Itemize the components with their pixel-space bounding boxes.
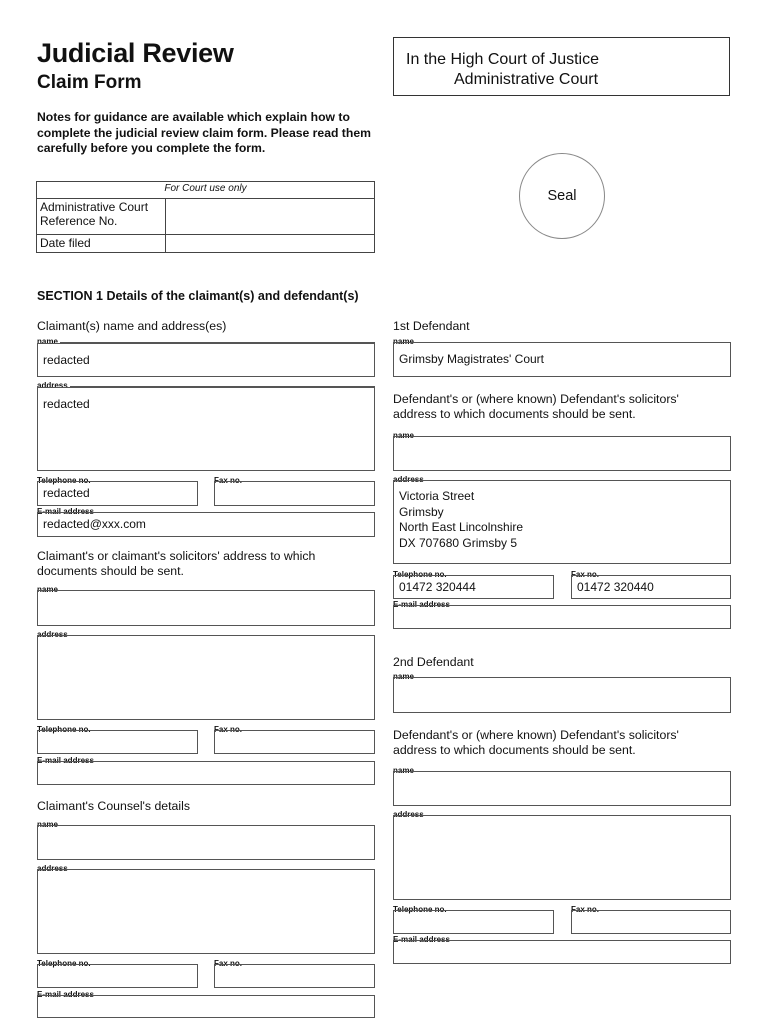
defendant-2-name-caption: name (393, 672, 414, 681)
defendant-2-solicitor-name-field[interactable] (393, 771, 731, 806)
guidance-notes: Notes for guidance are available which explain how to complete the judicial review claim form. Please read them carefully before you complete the form. (37, 110, 371, 155)
defendant-2-solicitor-label: Defendant's or (where known) Defendant's solicitors' address to which documents should be sent. (393, 728, 679, 757)
reference-field[interactable] (166, 199, 375, 235)
defendant-1-name-value: Grimsby Magistrates' Court (399, 352, 544, 366)
defendant-1-telephone-value: 01472 320444 (399, 580, 476, 594)
seal-label: Seal (547, 188, 577, 204)
claimant-solicitor-telephone-caption: Telephone no. (37, 725, 91, 734)
form-title: Judicial Review (37, 38, 234, 68)
claimant-name-value: redacted (43, 353, 90, 367)
claimant-solicitor-name-caption: name (37, 585, 58, 594)
defendant-1-solicitor-address-value: Victoria Street Grimsby North East Lincolnshire DX 707680 Grimsby 5 (399, 489, 524, 550)
defendant-1-solicitor-name-caption: name (393, 431, 414, 440)
claimant-counsel-label: Claimant's Counsel's details (37, 799, 191, 813)
defendant-1-name-caption: name (393, 337, 414, 346)
defendant-2-label: 2nd Defendant (393, 655, 474, 669)
defendant-1-fax-value: 01472 320440 (577, 580, 654, 594)
claimant-solicitor-telephone-field[interactable] (37, 730, 198, 754)
claimant-solicitor-label: Claimant's or claimant's solicitors' address to which documents should be sent. (37, 549, 316, 578)
defendant-2-solicitor-address-field[interactable] (393, 815, 731, 900)
claimant-solicitor-fax-caption: Fax no. (214, 725, 243, 734)
defendant-1-solicitor-address-field[interactable] (393, 480, 731, 564)
claimant-solicitor-address-caption: address (37, 630, 68, 639)
claimant-telephone-field[interactable] (37, 481, 198, 506)
claimant-fax-caption: Fax no. (214, 476, 243, 485)
claimant-email-value: redacted@xxx.com (43, 517, 146, 531)
defendant-1-solicitor-label: Defendant's or (where known) Defendant's solicitors' address to which documents should be sent. (393, 392, 679, 421)
claimant-name-caption: name (37, 337, 58, 346)
claimant-solicitor-address-field[interactable] (37, 635, 375, 720)
court-use-table (36, 181, 375, 253)
defendant-1-label: 1st Defendant (393, 319, 470, 333)
claimant-telephone-caption: Telephone no. (37, 476, 91, 485)
claimant-address-value: redacted (43, 397, 90, 411)
court-line-2: Administrative Court (454, 71, 599, 88)
form-subtitle: Claim Form (37, 72, 142, 93)
counsel-email-field[interactable] (37, 995, 375, 1018)
court-box (393, 37, 730, 96)
defendant-1-solicitor-address-caption: address (393, 475, 424, 484)
claimant-fax-field[interactable] (214, 481, 375, 506)
defendant-2-name-field[interactable] (393, 677, 731, 713)
counsel-fax-caption: Fax no. (214, 959, 243, 968)
counsel-name-caption: name (37, 820, 58, 829)
defendant-1-telephone-field[interactable] (393, 575, 554, 599)
reference-label: Administrative Court Reference No. (37, 199, 166, 235)
claimant-solicitor-email-field[interactable] (37, 761, 375, 785)
defendant-1-fax-caption: Fax no. (571, 570, 600, 579)
counsel-fax-field[interactable] (214, 964, 375, 988)
defendant-2-telephone-field[interactable] (393, 910, 554, 934)
defendant-2-email-caption: E-mail address (393, 935, 450, 944)
defendant-2-solicitor-address-caption: address (393, 810, 424, 819)
counsel-telephone-field[interactable] (37, 964, 198, 988)
claimant-label: Claimant(s) name and address(es) (37, 319, 227, 333)
claimant-solicitor-email-caption: E-mail address (37, 756, 94, 765)
claimant-email-caption: E-mail address (37, 507, 94, 516)
seal-circle (519, 153, 605, 239)
section-1-title: SECTION 1 Details of the claimant(s) and defendant(s) (37, 289, 359, 303)
date-filed-label: Date filed (37, 235, 166, 253)
defendant-2-email-field[interactable] (393, 940, 731, 964)
defendant-2-solicitor-name-caption: name (393, 766, 414, 775)
claimant-address-caption: address (37, 381, 68, 390)
counsel-email-caption: E-mail address (37, 990, 94, 999)
date-filed-field[interactable] (166, 235, 375, 253)
counsel-telephone-caption: Telephone no. (37, 959, 91, 968)
defendant-2-fax-caption: Fax no. (571, 905, 600, 914)
claimant-email-field[interactable] (37, 512, 375, 537)
counsel-address-field[interactable] (37, 869, 375, 954)
claimant-telephone-value: redacted (43, 486, 90, 500)
defendant-1-fax-field[interactable] (571, 575, 731, 599)
defendant-2-telephone-caption: Telephone no. (393, 905, 447, 914)
defendant-1-solicitor-name-field[interactable] (393, 436, 731, 471)
counsel-address-caption: address (37, 864, 68, 873)
claimant-solicitor-name-field[interactable] (37, 590, 375, 626)
defendant-2-fax-field[interactable] (571, 910, 731, 934)
defendant-1-email-caption: E-mail address (393, 600, 450, 609)
court-use-heading: For Court use only (37, 182, 375, 199)
defendant-1-email-field[interactable] (393, 605, 731, 629)
claimant-solicitor-fax-field[interactable] (214, 730, 375, 754)
claimant-name-field[interactable] (37, 343, 375, 377)
court-line-1: In the High Court of Justice (406, 51, 599, 68)
counsel-name-field[interactable] (37, 825, 375, 860)
defendant-1-name-field[interactable] (393, 342, 731, 377)
defendant-1-telephone-caption: Telephone no. (393, 570, 447, 579)
claimant-address-field[interactable] (37, 387, 375, 471)
